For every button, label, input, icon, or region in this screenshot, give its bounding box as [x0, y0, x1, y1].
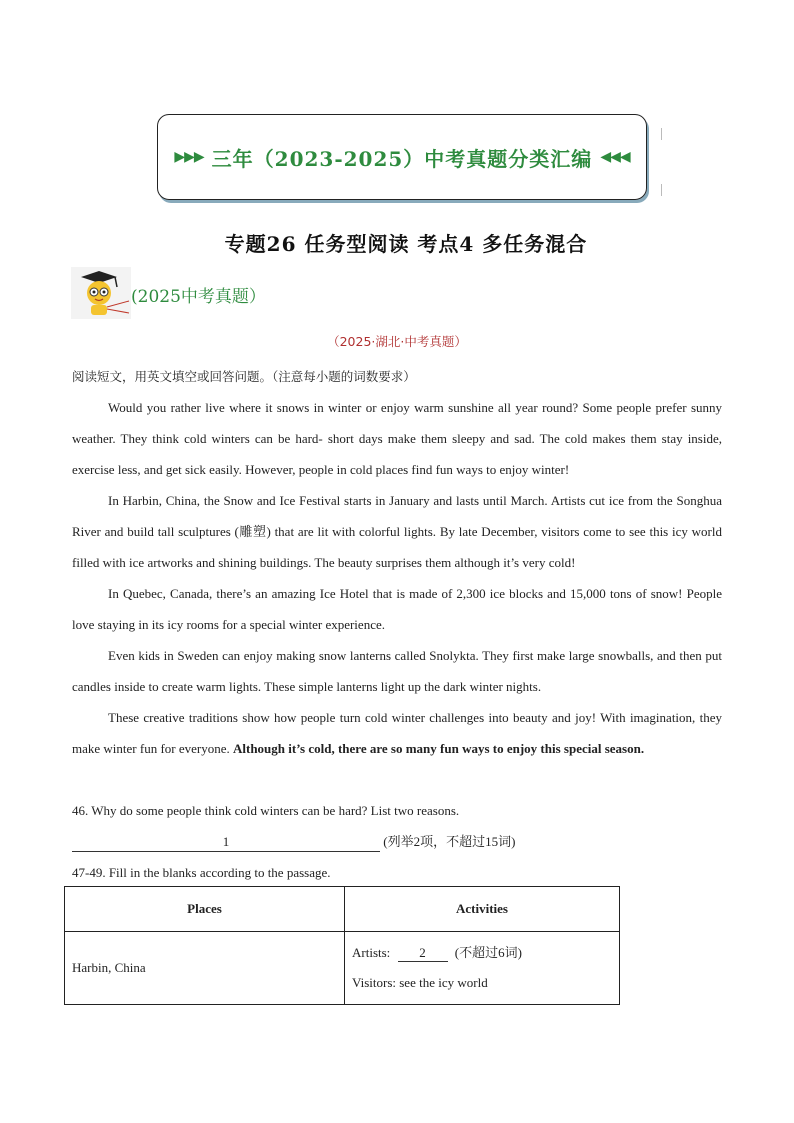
paragraph-2: In Harbin, China, the Snow and Ice Festival starts in January and lasts until March. Artists cut ice from the Songhua River and build tall sculptures (雕塑) that are lit with colorful lights. By late December, visitors come to see this icy world filled with ice artworks and shining buildings. The beauty surprises them although it’s very cold! [72, 493, 722, 570]
question-source: （2025·湖北·中考真题） [327, 334, 467, 349]
artists-line [352, 938, 612, 968]
topic-title: 专题26 任务型阅读 考点4 多任务混合 [224, 232, 588, 256]
mascot-icon [71, 267, 131, 319]
cell-place: Harbin, China [65, 932, 345, 1005]
paragraph-5-text: These creative traditions show how people turn cold winter challenges into beauty and joy! With imagination, they make winter fun for everyone. [72, 710, 722, 756]
header-places: Places [65, 887, 345, 932]
banner-title: 三年（2023-2025）中考真题分类汇编 [211, 146, 593, 171]
answer-blank-2[interactable]: 2 [398, 945, 448, 962]
paragraph-5 [72, 702, 722, 764]
right-arrows-icon: ▶▶▶ [174, 149, 204, 165]
header-activities: Activities [345, 887, 620, 932]
answer-blank-1[interactable]: 1 [72, 833, 380, 852]
left-arrows-icon: ◀◀◀ [600, 149, 630, 165]
paragraph-5-bold: Although it’s cold, there are so many fun ways to enjoy this special season. [233, 741, 645, 756]
question-46: 46. Why do some people think cold winters can be hard? List two reasons. [72, 803, 460, 818]
answer-46 [72, 826, 515, 857]
table-row [65, 932, 620, 1005]
table-header-row [65, 887, 620, 932]
word-limit-note: (列举2项，不超过15词) [380, 834, 516, 849]
question-47-49: 47-49. Fill in the blanks according to the passage. [72, 865, 331, 880]
paragraph-4: Even kids in Sweden can enjoy making snow lanterns called Snolykta. They first make large snowballs, and then put candles inside to create warm lights. These simple lanterns light up the dark winter nights. [72, 648, 722, 694]
reading-passage [72, 392, 722, 764]
cell-activities [345, 932, 620, 1005]
visitors-line: Visitors: see the icy world [352, 975, 488, 990]
margin-mark [661, 184, 662, 196]
paragraph-3: In Quebec, Canada, there’s an amazing Ice Hotel that is made of 2,300 ice blocks and 15,000 tons of snow! People love staying in its icy rooms for a special winter experience. [72, 586, 722, 632]
margin-mark [661, 128, 662, 140]
section-banner [157, 114, 647, 200]
word-limit-note: (不超过6词) [454, 945, 522, 960]
paragraph-1: Would you rather live where it snows in winter or enjoy warm sunshine all year round? Some people prefer sunny weather. They think cold winters can be hard- short days make them sleepy and sad. The cold makes them stay inside, exercise less, and get sick easily. However, people in cold places find fun ways to enjoy winter! [72, 400, 722, 477]
year-label: (2025中考真题） [131, 287, 266, 307]
answer-table [64, 886, 620, 1005]
artists-label: Artists: [352, 945, 391, 960]
instruction: 阅读短文，用英文填空或回答问题。（注意每小题的词数要求） [72, 369, 416, 384]
